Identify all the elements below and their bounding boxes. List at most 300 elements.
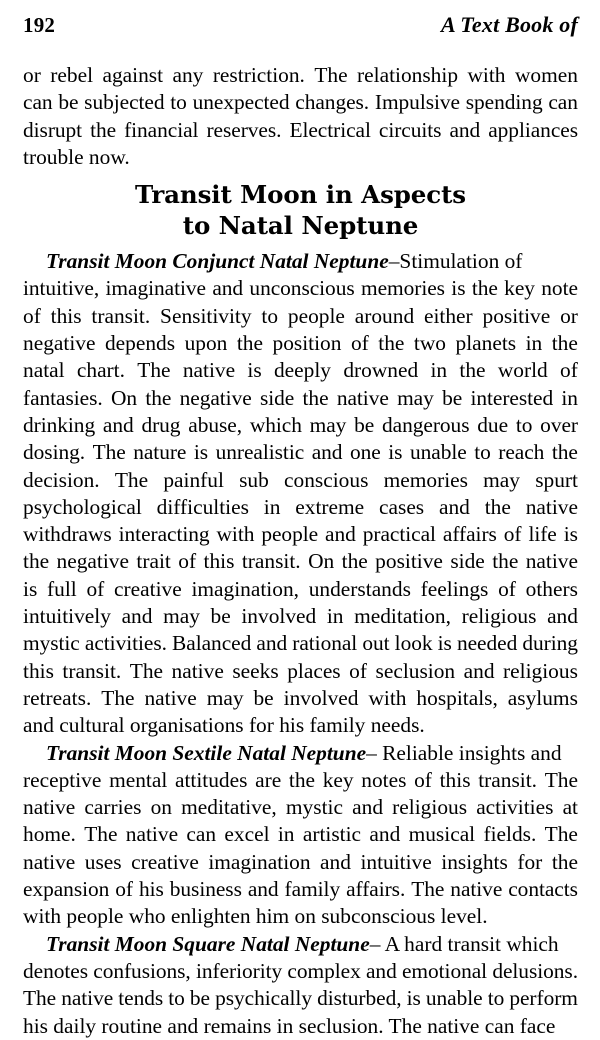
word: native (61, 986, 114, 1011)
word: and (247, 877, 279, 902)
word: The (84, 822, 118, 847)
word: appliances (488, 117, 578, 142)
word: to (487, 986, 505, 1011)
text-line (23, 303, 578, 330)
runin-group (23, 740, 562, 767)
word: people (261, 522, 319, 547)
text-line: trouble now. (23, 144, 130, 169)
word: this (439, 767, 471, 792)
word: native (525, 549, 578, 574)
word: and (256, 631, 288, 656)
word: decision. (23, 467, 100, 492)
word: of (503, 522, 522, 547)
word: religious (392, 795, 468, 820)
word: the (551, 440, 578, 465)
word: and (369, 822, 401, 847)
word: activities. (84, 631, 167, 656)
run-in-dash-text: – A hard transit which (369, 931, 559, 956)
run-in-heading-sextile: Transit Moon Sextile Natal Neptune (46, 740, 367, 765)
text-line (23, 521, 578, 548)
word: creative (131, 849, 199, 874)
word: nature (133, 440, 187, 465)
word: to (261, 303, 279, 328)
word: native (336, 385, 389, 410)
word: during (522, 631, 578, 656)
word: withdraws (23, 522, 112, 547)
word: practical (362, 522, 436, 547)
word: or (560, 303, 578, 328)
text-line (23, 330, 578, 357)
word: and (320, 849, 351, 874)
word: against (102, 63, 164, 87)
word: at (562, 795, 578, 820)
word: be (210, 604, 231, 629)
text-line (23, 385, 578, 412)
word: which (249, 412, 302, 437)
word: home. (23, 822, 76, 847)
word: Balanced (172, 631, 252, 656)
text-line (23, 794, 578, 821)
text-line (23, 357, 578, 384)
word: his (138, 877, 164, 902)
text-line (23, 958, 578, 985)
paragraph-conjunct (23, 248, 578, 739)
word: mental (109, 767, 168, 792)
word: and (438, 494, 470, 519)
run-in-heading-conjunct: Transit Moon Conjunct Natal Neptune (46, 249, 389, 274)
word: tends (118, 986, 164, 1011)
text-line (23, 685, 578, 712)
word: and (311, 440, 343, 465)
word: excel (224, 822, 270, 847)
word: perform (509, 986, 578, 1011)
word: with (216, 522, 255, 547)
word: is (247, 358, 262, 383)
word: intuitively (23, 604, 111, 629)
word: over (540, 412, 578, 437)
word: side (259, 385, 295, 410)
word: can (186, 822, 217, 847)
word: sub (239, 467, 269, 492)
word: native (450, 877, 503, 902)
word: in (525, 331, 543, 356)
word: may (163, 604, 200, 629)
word: interacting (118, 522, 210, 547)
word: business (169, 877, 242, 902)
word: and (449, 117, 481, 142)
word: restriction. (212, 63, 305, 87)
word: is (193, 440, 209, 465)
text-line (23, 630, 578, 657)
word: On (308, 549, 335, 574)
word: is (563, 522, 578, 547)
running-head (23, 14, 578, 44)
running-title: A Text Book of (440, 12, 578, 37)
word: feelings (420, 576, 489, 601)
word: the (236, 331, 263, 356)
word: memories (383, 467, 468, 492)
text-line-runin (23, 931, 578, 958)
word: the (341, 549, 368, 574)
text-line (23, 985, 578, 1012)
word: understands (308, 576, 411, 601)
word: native (525, 494, 578, 519)
word: contacts (508, 877, 578, 902)
word: uses (84, 849, 122, 874)
word: musical (408, 822, 476, 847)
word: transit. (478, 767, 538, 792)
word: retreats. (23, 685, 92, 710)
word: in (561, 385, 578, 410)
word: of (86, 576, 105, 601)
word: places (287, 658, 341, 683)
word: The (544, 767, 578, 792)
word: the (90, 117, 117, 142)
word: religious (503, 658, 578, 683)
word: affairs. (346, 877, 406, 902)
word: this (23, 658, 54, 683)
word: is (451, 276, 466, 301)
word: changes. (295, 90, 370, 115)
text-block (23, 62, 578, 1040)
text-line-runin (23, 248, 578, 275)
word: Impulsive (374, 90, 460, 115)
word: extreme (295, 494, 365, 519)
word: any (172, 63, 204, 87)
word: and (365, 958, 397, 983)
word: is (388, 440, 403, 465)
word: due (477, 412, 509, 437)
word: people (287, 303, 345, 328)
word: psychological (23, 494, 142, 519)
runin-group (23, 248, 522, 275)
word: and (325, 522, 356, 547)
word: The (23, 986, 57, 1011)
word: and (352, 795, 384, 820)
word: the (23, 549, 50, 574)
word: seclusion (375, 658, 456, 683)
word: and (547, 604, 578, 629)
text-line (23, 876, 578, 903)
text-line-runin (23, 740, 578, 767)
word: circuits (378, 117, 442, 142)
word: in (263, 494, 281, 519)
word: difficulties (156, 494, 249, 519)
word: look (394, 631, 433, 656)
word: are (255, 767, 282, 792)
word: unrealistic (215, 440, 305, 465)
word: negative (23, 331, 96, 356)
word: dosing. (23, 440, 86, 465)
word: native (171, 658, 224, 683)
word: activities (476, 795, 554, 820)
word: unable (425, 986, 483, 1011)
word: rational (292, 631, 358, 656)
word: side (450, 549, 485, 574)
word: the (492, 549, 519, 574)
word: unable (409, 440, 467, 465)
word: can (23, 90, 53, 115)
word: in (430, 358, 448, 383)
word: others (525, 576, 578, 601)
word: involved (241, 604, 317, 629)
word: world (497, 358, 548, 383)
word: imagination (208, 849, 311, 874)
paragraph-square (23, 931, 578, 1040)
word: mystic (23, 631, 80, 656)
run-in-dash-text: – Reliable insights and (366, 740, 562, 765)
text-line (23, 494, 578, 521)
word: may (397, 385, 434, 410)
word: fields. (483, 822, 537, 847)
word: unconscious (249, 276, 355, 301)
word: trait (136, 549, 171, 574)
word: spurt (535, 467, 578, 492)
word: notes (361, 767, 407, 792)
word: of (178, 549, 197, 574)
word: abuse, (188, 412, 243, 437)
text-line: with people who enlighten him on subconscious level. (23, 904, 488, 929)
word: and (102, 412, 134, 437)
text-line: his daily routine and remains in seclusion. The native can face (23, 1013, 556, 1038)
word: in (277, 822, 295, 847)
word: of (414, 767, 432, 792)
word: inferiority (195, 958, 283, 983)
word: native (23, 849, 76, 874)
word: negative (56, 549, 130, 574)
word: chart. (76, 358, 125, 383)
word: intuitive (360, 849, 432, 874)
word: involved (283, 685, 359, 710)
word: and (463, 658, 495, 683)
word: transit. (91, 303, 151, 328)
text-line (23, 603, 578, 630)
word: imaginative (105, 276, 206, 301)
word: note (541, 276, 578, 301)
word: The (129, 658, 164, 683)
word: the (471, 276, 498, 301)
word: spending (465, 90, 543, 115)
word: or (23, 63, 41, 87)
word: of (498, 576, 516, 601)
word: depends (104, 331, 176, 356)
text-line (23, 62, 578, 89)
word: denotes (23, 958, 88, 983)
word: meditative, (181, 795, 277, 820)
text-line (23, 117, 578, 144)
word: be (189, 986, 210, 1011)
word: On (110, 385, 138, 410)
word: reach (498, 440, 545, 465)
word: intuitive, (23, 276, 100, 301)
word: The (411, 877, 445, 902)
word: of (23, 303, 41, 328)
word: of (560, 358, 578, 383)
word: natal (23, 358, 65, 383)
word: is (437, 631, 452, 656)
word: the (459, 358, 486, 383)
word: The (101, 685, 135, 710)
word: complex (287, 958, 361, 983)
word: key (504, 276, 535, 301)
word: may (483, 467, 520, 492)
word: creative (114, 576, 182, 601)
text-line (23, 548, 578, 575)
word: artistic (302, 822, 362, 847)
word: either (423, 303, 473, 328)
word: The (92, 440, 126, 465)
word: to (168, 986, 185, 1011)
section-heading (23, 179, 578, 241)
text-line (23, 849, 578, 876)
word: of (115, 877, 133, 902)
word: transit. (62, 658, 122, 683)
word: may (309, 412, 347, 437)
text-line: and cultural organisations for his family needs. (23, 713, 425, 738)
word: insights (441, 849, 508, 874)
paragraph-sextile (23, 740, 578, 931)
word: The (114, 467, 149, 492)
word: affairs (442, 522, 497, 547)
word: two (413, 331, 446, 356)
word: painful (163, 467, 224, 492)
word: the (145, 385, 172, 410)
text-line (23, 89, 578, 116)
section-heading-line-2: to Natal Neptune (182, 211, 419, 241)
word: positive (482, 303, 551, 328)
word: relationship (357, 63, 459, 87)
word: one (349, 440, 381, 465)
word: cases (379, 494, 425, 519)
word: interested (470, 385, 554, 410)
word: asylums (507, 685, 578, 710)
word: the (378, 331, 405, 356)
word: be (58, 90, 79, 115)
word: deeply (273, 358, 332, 383)
word: family (284, 877, 341, 902)
word: may (206, 685, 244, 710)
word: this (50, 303, 82, 328)
word: imagination, (191, 576, 299, 601)
word: women (514, 63, 578, 87)
word: subjected (84, 90, 165, 115)
word: psychically (215, 986, 312, 1011)
run-in-dash-text: –Stimulation of (388, 249, 523, 274)
word: is (406, 986, 421, 1011)
word: The (137, 358, 171, 383)
word: the (288, 767, 316, 792)
word: dangerous (382, 412, 470, 437)
word: be (253, 685, 274, 710)
word: unexpected (192, 90, 290, 115)
paragraph-continued (23, 62, 578, 171)
word: to (170, 90, 187, 115)
text-line (23, 576, 578, 603)
word: to (474, 440, 491, 465)
word: drinking (23, 412, 96, 437)
word: for (517, 849, 543, 874)
word: the (302, 385, 329, 410)
word: drowned (343, 358, 419, 383)
word: conscious (284, 467, 369, 492)
text-line (23, 658, 578, 685)
word: delusions. (492, 958, 578, 983)
text-line (23, 275, 578, 302)
word: the (551, 331, 578, 356)
word: planets (455, 331, 517, 356)
word: position (272, 331, 342, 356)
word: carries (84, 795, 142, 820)
word: memories (360, 276, 445, 301)
word: native (125, 822, 179, 847)
word: seeks (232, 658, 279, 683)
word: and (121, 604, 153, 629)
word: transit. (241, 549, 301, 574)
word: hospitals, (416, 685, 498, 710)
word: this (203, 549, 235, 574)
text-line (23, 821, 578, 848)
word: needed (456, 631, 518, 656)
runin-group (23, 931, 559, 958)
word: religious (461, 604, 537, 629)
word: the (551, 849, 578, 874)
run-in-heading-square: Transit Moon Square Natal Neptune (46, 931, 370, 956)
word: with (368, 685, 407, 710)
word: be (354, 412, 375, 437)
word: reserves. (206, 117, 282, 142)
word: upon (184, 331, 228, 356)
word: rebel (50, 63, 94, 87)
word: to (515, 412, 533, 437)
word: out (362, 631, 390, 656)
word: Sensitivity (160, 303, 252, 328)
word: expansion (23, 877, 110, 902)
word: of (349, 658, 367, 683)
word: native (182, 358, 236, 383)
word: is (23, 576, 38, 601)
word: The (544, 822, 578, 847)
word: meditation, (354, 604, 451, 629)
text-line (23, 467, 578, 494)
word: life (528, 522, 557, 547)
word: positive (375, 549, 443, 574)
word: can (548, 90, 578, 115)
word: emotional (401, 958, 488, 983)
word: key (322, 767, 354, 792)
word: drug (141, 412, 181, 437)
word: receptive (23, 767, 102, 792)
word: be (442, 385, 463, 410)
word: and (212, 276, 244, 301)
word: of (350, 331, 369, 356)
word: native (144, 685, 197, 710)
word: mystic (285, 795, 343, 820)
word: financial (124, 117, 199, 142)
word: attitudes (174, 767, 248, 792)
section-heading-line-1: Transit Moon in Aspects (134, 180, 467, 210)
word: on (150, 795, 172, 820)
word: Electrical (289, 117, 371, 142)
word: disrupt (23, 117, 83, 142)
word: around (354, 303, 415, 328)
text-line (23, 767, 578, 794)
word: in (326, 604, 344, 629)
word: negative (179, 385, 252, 410)
word: with (467, 63, 506, 87)
text-line (23, 412, 578, 439)
word: disturbed, (317, 986, 402, 1011)
word: full (47, 576, 77, 601)
